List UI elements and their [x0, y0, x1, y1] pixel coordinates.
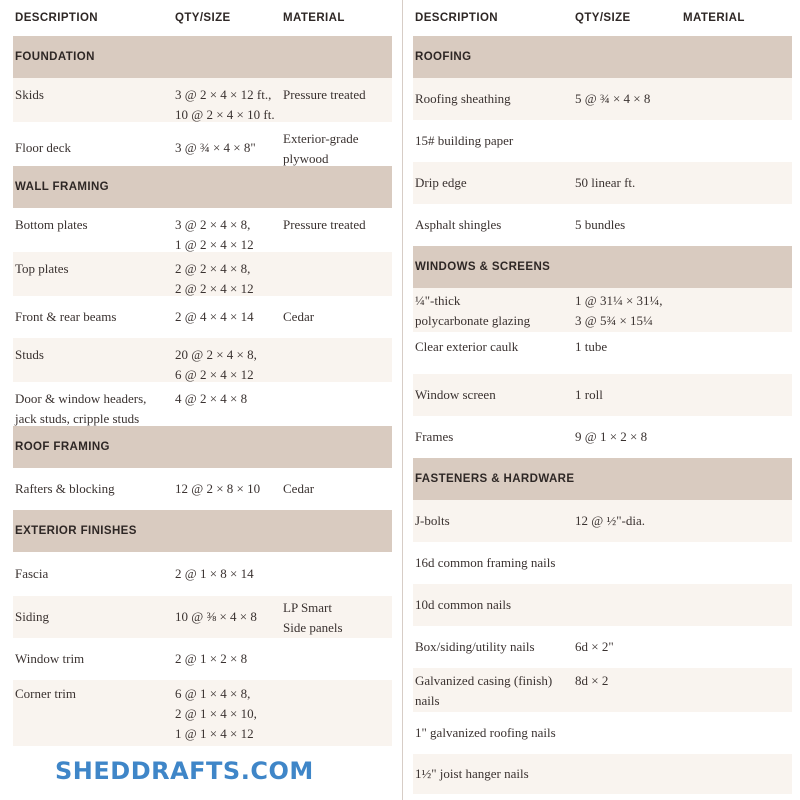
- row-qty: 1 tube: [575, 339, 608, 354]
- row-material: [283, 345, 392, 382]
- row-qty: 3 @ 2 × 4 × 8, 1 @ 2 × 4 × 12: [175, 217, 254, 252]
- row-description: Drip edge: [415, 175, 467, 190]
- row-description: Clear exterior caulk: [415, 339, 519, 354]
- row-description: 1½" joist hanger nails: [415, 766, 529, 781]
- row-description: J-bolts: [415, 513, 450, 528]
- table-row: [413, 542, 792, 584]
- row-qty: 6d × 2": [575, 639, 614, 654]
- row-qty: 2 @ 2 × 4 × 8, 2 @ 2 × 4 × 12: [175, 261, 254, 296]
- row-qty: 10 @ ⅜ × 4 × 8: [175, 609, 257, 624]
- table-row: [13, 680, 392, 746]
- row-qty: 20 @ 2 × 4 × 8, 6 @ 2 × 4 × 12: [175, 347, 257, 382]
- right-column: [413, 0, 792, 794]
- row-qty: 5 @ ¾ × 4 × 8: [575, 91, 651, 106]
- row-material: LP Smart Side panels: [283, 600, 343, 635]
- row-description: Galvanized casing (finish) nails: [415, 673, 553, 708]
- row-qty: 2 @ 1 × 8 × 14: [175, 566, 254, 581]
- section-fasteners-hardware: FASTENERS & HARDWARE: [413, 458, 792, 500]
- table-row: [413, 416, 792, 458]
- row-qty: 1 @ 31¼ × 31¼, 3 @ 5¾ × 15¼: [575, 293, 663, 328]
- table-row: [413, 754, 792, 794]
- table-row: [13, 596, 392, 638]
- table-row: [13, 78, 392, 122]
- table-row: [413, 78, 792, 120]
- table-row: [13, 468, 392, 510]
- table-row: [413, 162, 792, 204]
- header-qty: QTY/SIZE: [175, 12, 231, 24]
- row-description: Fascia: [15, 566, 49, 581]
- table-row: [413, 374, 792, 416]
- row-description: Top plates: [15, 261, 69, 276]
- row-material: Pressure treated: [283, 87, 366, 102]
- row-description: ¼"-thick polycarbonate glazing: [415, 293, 531, 328]
- section-foundation: FOUNDATION: [13, 36, 392, 78]
- table-row: [413, 332, 792, 374]
- sheddrafts-watermark: SHEDDRAFTS.COM: [55, 757, 314, 785]
- row-description: Frames: [415, 429, 454, 444]
- table-row: [413, 668, 792, 712]
- table-row: [413, 288, 792, 332]
- section-exterior-finishes: EXTERIOR FINISHES: [13, 510, 392, 552]
- row-qty: 8d × 2: [575, 673, 609, 688]
- row-description: Asphalt shingles: [415, 217, 502, 232]
- table-header: [413, 0, 792, 36]
- row-material: [683, 291, 792, 332]
- row-qty: 5 bundles: [575, 217, 626, 232]
- section-roofing: ROOFING: [413, 36, 792, 78]
- header-qty: QTY/SIZE: [575, 12, 631, 24]
- table-row: [413, 712, 792, 754]
- table-row: [13, 122, 392, 166]
- row-description: 16d common framing nails: [415, 555, 556, 570]
- row-description: 1" galvanized roofing nails: [415, 725, 556, 740]
- table-row: [13, 552, 392, 596]
- row-qty: 1 roll: [575, 387, 603, 402]
- row-description: Front & rear beams: [15, 309, 117, 324]
- row-description: Rafters & blocking: [15, 481, 115, 496]
- row-qty: 3 @ 2 × 4 × 12 ft., 10 @ 2 × 4 × 10 ft.: [175, 87, 275, 122]
- row-qty: 2 @ 1 × 2 × 8: [175, 651, 248, 666]
- table-row: [13, 382, 392, 426]
- row-material: [683, 671, 792, 712]
- header-description: DESCRIPTION: [15, 12, 98, 24]
- table-row: [13, 638, 392, 680]
- row-material: Cedar: [283, 309, 315, 324]
- row-qty: 12 @ 2 × 8 × 10: [175, 481, 261, 496]
- row-description: Floor deck: [15, 140, 71, 155]
- section-roof-framing: ROOF FRAMING: [13, 426, 392, 468]
- row-qty: 2 @ 4 × 4 × 14: [175, 309, 254, 324]
- row-description: Door & window headers, jack studs, cripple studs: [15, 391, 147, 426]
- row-description: Corner trim: [15, 686, 77, 701]
- row-description: 10d common nails: [415, 597, 512, 612]
- row-qty: 4 @ 2 × 4 × 8: [175, 391, 248, 406]
- header-material: MATERIAL: [283, 12, 345, 24]
- row-description: Window screen: [415, 387, 496, 402]
- table-row: [13, 338, 392, 382]
- row-description: Roofing sheathing: [415, 91, 511, 106]
- row-material: [283, 684, 392, 746]
- section-windows-screens: WINDOWS & SCREENS: [413, 246, 792, 288]
- row-description: Window trim: [15, 651, 85, 666]
- row-material: [283, 389, 392, 426]
- table-row: [413, 500, 792, 542]
- table-header: [13, 0, 392, 36]
- row-qty: 9 @ 1 × 2 × 8: [575, 429, 648, 444]
- row-material: Pressure treated: [283, 217, 366, 232]
- row-material: [283, 259, 392, 296]
- header-description: DESCRIPTION: [415, 12, 498, 24]
- row-description: Box/siding/utility nails: [415, 639, 535, 654]
- row-description: 15# building paper: [415, 133, 514, 148]
- row-qty: 3 @ ¾ × 4 × 8": [175, 140, 256, 155]
- row-qty: 50 linear ft.: [575, 175, 636, 190]
- section-wall-framing: WALL FRAMING: [13, 166, 392, 208]
- table-row: [13, 252, 392, 296]
- row-description: Bottom plates: [15, 217, 88, 232]
- header-material: MATERIAL: [683, 12, 745, 24]
- table-row: [413, 204, 792, 246]
- row-qty: 12 @ ½"-dia.: [575, 513, 645, 528]
- column-divider: [402, 0, 403, 800]
- table-row: [413, 626, 792, 668]
- row-material: [683, 337, 792, 374]
- row-material: Cedar: [283, 481, 315, 496]
- table-row: [413, 584, 792, 626]
- table-row: [413, 120, 792, 162]
- table-row: [13, 208, 392, 252]
- table-row: [13, 296, 392, 338]
- row-description: Skids: [15, 87, 44, 102]
- row-description: Studs: [15, 347, 44, 362]
- row-description: Siding: [15, 609, 49, 624]
- row-material: Exterior-grade plywood: [283, 131, 359, 166]
- left-column: [13, 0, 392, 746]
- row-qty: 6 @ 1 × 4 × 8, 2 @ 1 × 4 × 10, 1 @ 1 × 4 × 12: [175, 686, 257, 741]
